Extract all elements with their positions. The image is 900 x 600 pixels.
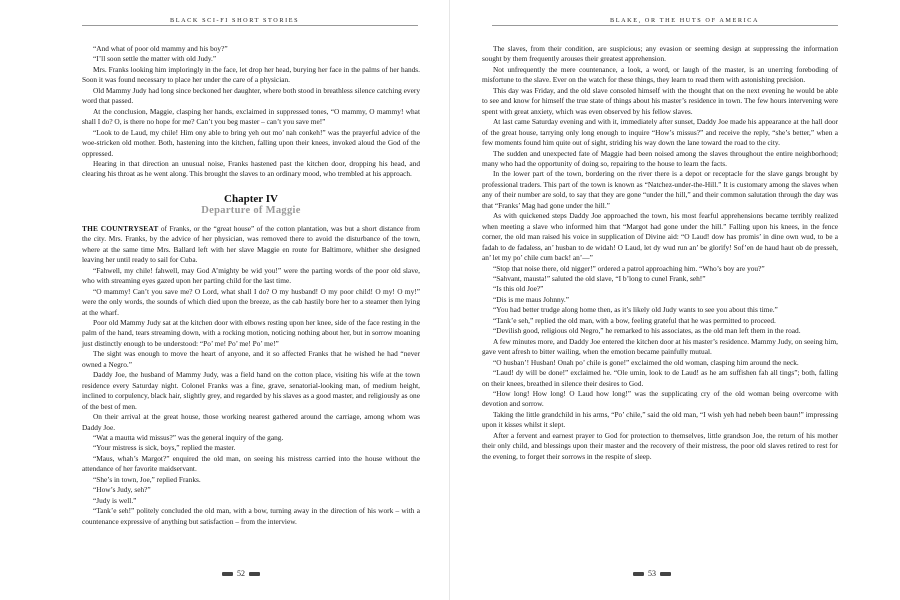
paragraph: “Your mistress is sick, boys,” replied the master. — [93, 443, 236, 453]
paragraph: Not unfrequently the mere countenance, a look, a word, or laugh of the master, is an unerring foreboding of misfortune to the slave. Ever on the watch for these things, they learn to read them with astonishing precision. — [482, 64, 838, 85]
right-page-body — [482, 44, 838, 462]
paragraph: On their arrival at the great house, those working nearest gathered around the carriage, among whom was Daddy Joe. — [82, 412, 420, 432]
ornament-icon — [633, 572, 644, 576]
chapter-opening-paragraph — [82, 224, 420, 266]
paragraph: This day was Friday, and the old slave consoled himself with the thought that on the next evening he would be able to see and know for himself the true state of things about his master’s residence in town. The few hours intervening were spent with great anxiety, which was even observed by his fellow slaves. — [482, 85, 838, 116]
paragraph: “Look to de Laud, my chile! Him ony able to bring yeh out mo’ nah conkeh!” was the prayerful advice of the woe-stricken old mother. Both, hastening into the kitchen, falling upon their knees, invoked aloud the God of the oppressed. — [82, 127, 420, 158]
left-page-body — [82, 44, 420, 527]
paragraph: “Laud! dy will be done!” exclaimed he. “Ole umin, look to de Laud! as he am suffishen fah all tings”; both, falling on their knees, breathed in silence their desires to God. — [482, 368, 838, 388]
paragraph: “Stop that noise there, old nigger!” ordered a patrol approaching him. “Who’s boy are you?” — [493, 263, 765, 273]
paragraph: At the conclusion, Maggie, clasping her hands, exclaimed in suppressed tones, “O mammy, O mammy! what shall I do? O, is there no hope for me? Can’t you beg master – can’t you save me!” — [82, 106, 420, 127]
paragraph: The sudden and unexpected fate of Maggie had been noised among the slaves throughout the entire neighborhood; many who had the opportunity of doing so, repairing to the house to learn the facts. — [482, 148, 838, 168]
paragraph: The sight was enough to move the heart of anyone, and it so affected Franks that he wished he had “never owned a Negro.” — [82, 349, 420, 369]
paragraph: A few minutes more, and Daddy Joe entered the kitchen door at his master’s residence. Mammy Judy, on seeing him, gave vent afresh to bitter wailing, when the emotion became painfully mutual. — [482, 336, 838, 357]
paragraph: “I’ll soon settle the matter with old Judy.” — [93, 54, 217, 64]
paragraph: Old Mammy Judy had long since beckoned her daughter, where both stood in breathless silence catching every word that passed. — [82, 85, 420, 106]
paragraph: “And what of poor old mammy and his boy?” — [93, 44, 228, 53]
paragraph: Daddy Joe, the husband of Mammy Judy, was a field hand on the cotton place, visiting his wife at the town residence every Saturday night. Colonel Franks was a fine, grave, senatorial-looking man, of medium height, inclined to corpulency, black hair, slightly grey, and regarded by his slaves as a good master, and religiously as one of the best of men. — [82, 370, 420, 411]
paragraph: “Devilish good, religious old Negro,” he remarked to his associates, as the old man left them in the road. — [493, 326, 801, 336]
opening-text: of Franks, or the “great house” of the cotton plantation, was but a short distance from the city. Mrs. Franks, by the advice of her physician, was removed there to avoid the disturbance of the town, where at the same time Mrs. Ballard left with her slave Maggie en route for Baltimore, whither she designed leaving her until ready to sail for Cuba. — [82, 223, 420, 265]
running-head-right: BLAKE, OR THE HUTS OF AMERICA — [610, 17, 760, 24]
running-head-left: BLACK SCI-FI SHORT STORIES — [170, 17, 300, 24]
chapter-title: Departure of Maggie — [201, 204, 301, 216]
page-number: 53 — [648, 569, 656, 578]
page-number: 52 — [237, 569, 245, 578]
paragraph: “Tank’e seh,” replied the old man, with a bow, feeling grateful that he was permitted to proceed. — [493, 315, 776, 325]
page-number-left — [222, 569, 260, 578]
paragraph: “She’s in town, Joe,” replied Franks. — [93, 474, 201, 484]
chapter-number: Chapter IV — [224, 192, 278, 205]
page-number-right — [633, 569, 671, 578]
right-page — [450, 0, 900, 600]
paragraph: Poor old Mammy Judy sat at the kitchen door with elbows resting upon her knee, side of the face resting in the palm of the hand, tears streaming down, with a rocking motion, noticing nothing about her, but in sorrow moaning just distinctly enough to be understood: “Po’ me! Po’ me! Po’ me!” — [82, 317, 420, 348]
paragraph: Taking the little grandchild in his arms, “Po’ chile,” said the old man, “I wish yeh had nebeh been baun!” impressing upon it kisses whilst it slept. — [482, 409, 838, 430]
paragraph: Hearing in that direction an unusual noise, Franks hastened past the kitchen door, dropping his head, and clearing his throat as he went along. This brought the slaves to an ordinary mood, who trembled at his approach. — [82, 158, 420, 179]
paragraph: “Wat a mautta wid missus?” was the general inquiry of the gang. — [93, 432, 284, 442]
paragraph: In the lower part of the town, bordering on the river there is a depot or receptacle for the slave gangs brought by professional traders. This part of the town is known as “Natchez-under-the-Hill.” It is customary among the slaves when any of their number are sold, to say that they are gone “under the hill,” and their common salutation through the day was that “Franks’ Mag had gone under the hill.” — [482, 169, 838, 210]
paragraph: At last came Saturday evening and with it, immediately after sunset, Daddy Joe made his appearance at the hall door of the great house, tarrying only long enough to inquire “How’s missus?” and receive the reply, “she’s better,” when a few moments found him quite out of sight, striding his way down the lane toward the road to the city. — [482, 117, 838, 148]
paragraph: “Dis is me maus Johnny.” — [493, 294, 570, 304]
paragraph: “Is this old Joe?” — [493, 284, 544, 294]
ornament-icon — [660, 572, 671, 576]
header-rule-right — [492, 25, 838, 26]
paragraph: “Tank’e seh!” politely concluded the old man, with a bow, turning away in the direction of his work – with a countenance expressive of anything but satisfaction – from the interview. — [82, 506, 420, 526]
paragraph: “How long! How long! O Laud how long!” was the supplicating cry of the old woman being overcome with devotion and sorrow. — [482, 388, 838, 409]
chapter-heading — [82, 193, 420, 217]
paragraph: “Fahwell, my chile! fahwell, may God A’mighty be wid you!” were the parting words of the poor old slave, who with streaming eyes gazed upon her parting child for the last time. — [82, 265, 420, 286]
paragraph: After a fervent and earnest prayer to God for protection to themselves, little grandson Joe, the return of his mother their only child, and blessings upon their master and the recovery of their mistress, the poor old slaves retired to rest for the evening, to forget their sorrows in the respite of sleep. — [482, 430, 838, 461]
paragraph: “Maus, whah’s Margot?” enquired the old man, on seeing his mistress carried into the house without the attendance of her favorite maidservant. — [82, 453, 420, 474]
ornament-icon — [222, 572, 233, 576]
paragraph: The slaves, from their condition, are suspicious; any evasion or seeming design at suppressing the information sought by them frequently arouses their greatest apprehension. — [482, 44, 838, 64]
paragraph: “O husban’! Husban! Onah po’ chile is gone!” exclaimed the old woman, clasping him around the neck. — [493, 357, 799, 367]
header-rule-left — [82, 25, 418, 26]
paragraph: “O mammy! Can’t you save me? O Lord, what shall I do? O my husband! O my poor child! O my! O my!” were the only words, the sounds of which died upon the breeze, as the cab hastily bore her to a steamer then lying at the wharf. — [82, 286, 420, 317]
paragraph: “Judy is well.” — [93, 495, 137, 505]
ornament-icon — [249, 572, 260, 576]
paragraph: “How’s Judy, seh?” — [93, 485, 151, 495]
paragraph: “You had better trudge along home then, as it’s likely old Judy wants to see you about this time.” — [493, 305, 778, 315]
paragraph: Mrs. Franks looking him imploringly in the face, let drop her head, burying her face in the palms of her hands. Soon it was found necessary to place her under the care of a physician. — [82, 64, 420, 85]
paragraph: “Sahvant, mausta!” saluted the old slave, “I b’long to cunel Frank, seh!” — [493, 273, 706, 283]
lead-in-small-caps: THE COUNTRYSEAT — [82, 223, 159, 233]
paragraph: As with quickened steps Daddy Joe approached the town, his most fearful apprehensions became terribly realized when meeting a slave who informed him that “Margot had gone under the hill.” Falling upon his knees, in the fence corner, the old man raised his voice in supplication of Divine aid: “O Laud! dow has promis’ in dine own wud, to be a fadah to de fadaless, an’ husban to de widah! O Laud, let dy wud run an’ be glorify! Sof’en de haud haut ob de presseh, an’ let my po’ chile cum back! an’—” — [482, 211, 838, 263]
